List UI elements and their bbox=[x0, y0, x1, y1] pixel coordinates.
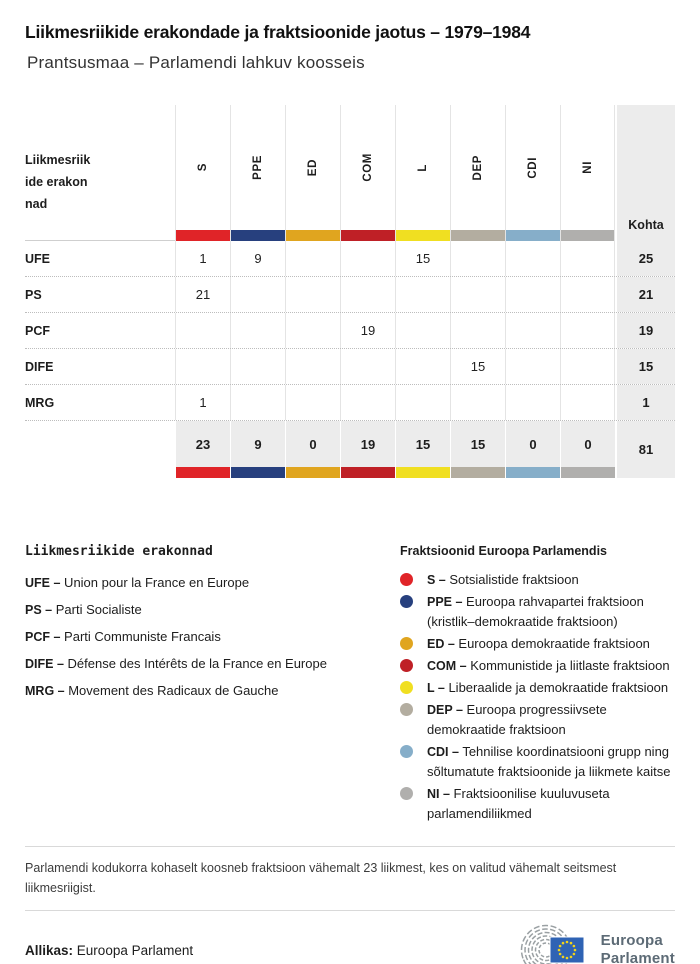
party-label: UFE bbox=[25, 251, 50, 266]
table-corner-header bbox=[25, 105, 175, 241]
value-cell-S: 21 bbox=[175, 277, 230, 312]
value-cell-L bbox=[395, 277, 450, 312]
legend-party-item-PCF: PCF – Parti Communiste Francais bbox=[25, 629, 221, 644]
faction-color-bar bbox=[341, 467, 395, 478]
value-cell-S bbox=[175, 349, 230, 384]
legend-color-dot bbox=[400, 703, 413, 716]
faction-color-bar bbox=[176, 467, 230, 478]
value-cell-S bbox=[175, 313, 230, 348]
faction-color-bar bbox=[396, 230, 450, 241]
legend-faction-code: S – bbox=[427, 573, 446, 587]
total-cell-NI bbox=[560, 421, 615, 478]
legend-color-dot bbox=[400, 659, 413, 672]
legend-color-dot bbox=[400, 573, 413, 586]
faction-column-header-ED bbox=[285, 105, 340, 241]
legend-faction-text: NI – Fraktsioonilise kuuluvuseta parlamendiliikmed bbox=[427, 786, 610, 821]
faction-label-space bbox=[506, 105, 560, 230]
legend-faction-code: PPE – bbox=[427, 595, 463, 609]
row-total-cell: 15 bbox=[617, 349, 675, 384]
value-cell-NI bbox=[560, 277, 615, 312]
total-value: 15 bbox=[396, 421, 450, 467]
legend-faction-text: DEP – Euroopa progressiivsete demokraatide fraktsioon bbox=[427, 702, 607, 737]
row-total-cell: 21 bbox=[617, 277, 675, 312]
total-value: 0 bbox=[561, 421, 615, 467]
footnote-text: Parlamendi kodukorra kohaselt koosneb fraktsioon vähemalt 23 liikmest, kes on valitud vähemalt seitsmest liikmesriigist. bbox=[25, 861, 617, 895]
total-value: 0 bbox=[506, 421, 560, 467]
value-cell-L bbox=[395, 385, 450, 420]
party-label: PCF bbox=[25, 323, 50, 338]
party-label: MRG bbox=[25, 395, 55, 410]
legends bbox=[25, 544, 675, 826]
faction-column-header-PPE bbox=[230, 105, 285, 241]
faction-color-bar bbox=[506, 230, 560, 241]
table-header-row bbox=[25, 105, 675, 241]
faction-label-space bbox=[286, 105, 340, 230]
faction-label-space bbox=[396, 105, 450, 230]
source-value: Euroopa Parlament bbox=[76, 942, 194, 958]
legend-party-code: DIFE – bbox=[25, 657, 64, 671]
page-subtitle: Prantsusmaa – Parlamendi lahkuv koosseis bbox=[27, 53, 365, 72]
legend-faction-code: NI – bbox=[427, 787, 450, 801]
faction-label-space bbox=[451, 105, 505, 230]
faction-column-header-CDI bbox=[505, 105, 560, 241]
faction-color-bar bbox=[451, 230, 505, 241]
faction-color-bar bbox=[506, 467, 560, 478]
faction-color-bar bbox=[231, 230, 285, 241]
faction-color-bar bbox=[286, 467, 340, 478]
legend-party-item-PS: PS – Parti Socialiste bbox=[25, 602, 142, 617]
faction-code-label: DEP bbox=[472, 154, 484, 181]
value-cell-DEP bbox=[450, 277, 505, 312]
faction-code-label: PPE bbox=[252, 155, 264, 180]
faction-column-header-S bbox=[175, 105, 230, 241]
legend-faction-code: CDI – bbox=[427, 745, 459, 759]
faction-column-header-DEP bbox=[450, 105, 505, 241]
row-total-cell: 19 bbox=[617, 313, 675, 348]
page-title: Liikmesriikide erakondade ja fraktsioonide jaotus – 1979–1984 bbox=[25, 22, 531, 42]
value-cell-S: 1 bbox=[175, 241, 230, 276]
value-cell-ED bbox=[285, 385, 340, 420]
legend-faction-item-CDI bbox=[400, 742, 675, 782]
legend-parties-list bbox=[25, 574, 400, 700]
seats-column-label: Kohta bbox=[628, 218, 664, 232]
faction-column-header-COM bbox=[340, 105, 395, 241]
ep-logo-text bbox=[601, 932, 675, 964]
legend-faction-text: PPE – Euroopa rahvapartei fraktsioon (kristlik–demokraatide fraktsioon) bbox=[427, 594, 644, 629]
party-label: DIFE bbox=[25, 359, 54, 374]
legend-faction-item-PPE bbox=[400, 592, 675, 632]
legend-faction-code: L – bbox=[427, 681, 445, 695]
party-row-PCF bbox=[25, 312, 675, 348]
value-cell-CDI bbox=[505, 349, 560, 384]
faction-code-label: CDI bbox=[527, 156, 539, 179]
legend-faction-code: DEP – bbox=[427, 703, 463, 717]
legend-party-item-MRG: MRG – Movement des Radicaux de Gauche bbox=[25, 683, 279, 698]
faction-label-space bbox=[561, 105, 614, 230]
legend-parties-title: Liikmesriikide erakonnad bbox=[25, 544, 213, 559]
row-total-cell: 25 bbox=[617, 241, 675, 276]
faction-color-bar bbox=[561, 467, 615, 478]
seats-table bbox=[25, 105, 675, 478]
total-cell-L bbox=[395, 421, 450, 478]
value-cell-NI bbox=[560, 349, 615, 384]
legend-faction-text: COM – Kommunistide ja liitlaste fraktsioon bbox=[427, 658, 670, 673]
faction-column-header-NI bbox=[560, 105, 615, 241]
faction-code-label: NI bbox=[581, 161, 594, 174]
legend-party-code: UFE – bbox=[25, 576, 61, 590]
legend-party-item-UFE: UFE – Union pour la France en Europe bbox=[25, 575, 250, 590]
total-value: 23 bbox=[176, 421, 230, 467]
party-row-PS bbox=[25, 276, 675, 312]
legend-faction-code: ED – bbox=[427, 637, 455, 651]
total-cell-DEP bbox=[450, 421, 505, 478]
total-cell-CDI bbox=[505, 421, 560, 478]
total-cell-S bbox=[175, 421, 230, 478]
value-cell-CDI bbox=[505, 385, 560, 420]
value-cell-COM bbox=[340, 385, 395, 420]
value-cell-CDI bbox=[505, 313, 560, 348]
total-cell-COM bbox=[340, 421, 395, 478]
faction-column-header-L bbox=[395, 105, 450, 241]
value-cell-COM bbox=[340, 241, 395, 276]
value-cell-COM: 19 bbox=[340, 313, 395, 348]
faction-color-bar bbox=[341, 230, 395, 241]
faction-label-space bbox=[176, 105, 230, 230]
row-header-label: Liikmesriikide erakonnad bbox=[25, 153, 91, 211]
value-cell-PPE bbox=[230, 313, 285, 348]
row-total-cell: 1 bbox=[617, 385, 675, 420]
party-row-MRG bbox=[25, 384, 675, 420]
faction-code-label: COM bbox=[362, 153, 374, 182]
legend-factions-list bbox=[400, 570, 675, 824]
total-value: 19 bbox=[341, 421, 395, 467]
table-body bbox=[25, 241, 675, 420]
faction-color-bar bbox=[286, 230, 340, 241]
value-cell-ED bbox=[285, 313, 340, 348]
faction-color-bar bbox=[451, 467, 505, 478]
legend-faction-text: S – Sotsialistide fraktsioon bbox=[427, 572, 579, 587]
value-cell-COM bbox=[340, 277, 395, 312]
party-label: PS bbox=[25, 287, 42, 302]
faction-label-space bbox=[231, 105, 285, 230]
ep-logo bbox=[506, 923, 675, 964]
faction-code-label: ED bbox=[307, 158, 319, 177]
value-cell-CDI bbox=[505, 277, 560, 312]
total-value: 9 bbox=[231, 421, 285, 467]
legend-faction-text: CDI – Tehnilise koordinatsiooni grupp ning sõltumatute fraktsioonide ja liikmete kaitse bbox=[427, 744, 671, 779]
value-cell-NI bbox=[560, 385, 615, 420]
value-cell-DEP bbox=[450, 313, 505, 348]
legend-party-code: PCF – bbox=[25, 630, 61, 644]
legend-faction-text: ED – Euroopa demokraatide fraktsioon bbox=[427, 636, 650, 651]
value-cell-L bbox=[395, 349, 450, 384]
legend-faction-code: COM – bbox=[427, 659, 467, 673]
table-totals-row bbox=[25, 420, 675, 478]
legend-faction-item-S bbox=[400, 570, 675, 590]
value-cell-L: 15 bbox=[395, 241, 450, 276]
faction-color-bar bbox=[176, 230, 230, 241]
totals-row-spacer bbox=[25, 421, 175, 478]
total-cell-PPE bbox=[230, 421, 285, 478]
legend-factions bbox=[400, 544, 675, 826]
faction-color-bar bbox=[396, 467, 450, 478]
value-cell-NI bbox=[560, 241, 615, 276]
legend-color-dot bbox=[400, 787, 413, 800]
legend-faction-text: L – Liberaalide ja demokraatide fraktsioon bbox=[427, 680, 669, 695]
faction-color-bar bbox=[231, 467, 285, 478]
legend-color-dot bbox=[400, 637, 413, 650]
value-cell-ED bbox=[285, 277, 340, 312]
legend-faction-item-NI bbox=[400, 784, 675, 824]
total-cell-ED bbox=[285, 421, 340, 478]
legend-color-dot bbox=[400, 595, 413, 608]
value-cell-DEP bbox=[450, 385, 505, 420]
value-cell-COM bbox=[340, 349, 395, 384]
seats-column-header bbox=[617, 105, 675, 241]
total-seats-value: 81 bbox=[638, 442, 654, 457]
legend-faction-item-ED bbox=[400, 634, 675, 654]
value-cell-DEP: 15 bbox=[450, 349, 505, 384]
legend-color-dot bbox=[400, 745, 413, 758]
faction-code-label: L bbox=[417, 163, 429, 172]
value-cell-PPE bbox=[230, 277, 285, 312]
legend-party-item-DIFE: DIFE – Défense des Intérêts de la France en Europe bbox=[25, 656, 327, 671]
value-cell-PPE bbox=[230, 349, 285, 384]
total-seats-cell bbox=[617, 421, 675, 478]
legend-faction-item-L bbox=[400, 678, 675, 698]
value-cell-PPE: 9 bbox=[230, 241, 285, 276]
footnote-block bbox=[25, 846, 675, 911]
value-cell-ED bbox=[285, 241, 340, 276]
party-row-DIFE bbox=[25, 348, 675, 384]
ep-logo-line1: Euroopa bbox=[600, 932, 663, 949]
value-cell-CDI bbox=[505, 241, 560, 276]
total-value: 0 bbox=[286, 421, 340, 467]
legend-faction-item-DEP bbox=[400, 700, 675, 740]
legend-party-code: MRG – bbox=[25, 684, 65, 698]
ep-hemicycle-icon bbox=[506, 923, 592, 964]
faction-color-bar bbox=[561, 230, 614, 241]
legend-party-code: PS – bbox=[25, 603, 53, 617]
value-cell-S: 1 bbox=[175, 385, 230, 420]
legend-factions-title: Fraktsioonid Euroopa Parlamendis bbox=[400, 544, 607, 558]
faction-code-label: S bbox=[197, 163, 209, 172]
value-cell-L bbox=[395, 313, 450, 348]
source-label: Allikas: bbox=[25, 942, 74, 958]
ep-logo-line2: Parlament bbox=[600, 950, 675, 964]
source-row bbox=[25, 919, 675, 964]
faction-label-space bbox=[341, 105, 395, 230]
legend-color-dot bbox=[400, 681, 413, 694]
value-cell-DEP bbox=[450, 241, 505, 276]
legend-parties bbox=[25, 544, 400, 826]
total-value: 15 bbox=[451, 421, 505, 467]
value-cell-PPE bbox=[230, 385, 285, 420]
party-row-UFE bbox=[25, 241, 675, 276]
source-line bbox=[25, 943, 193, 958]
value-cell-ED bbox=[285, 349, 340, 384]
legend-faction-item-COM bbox=[400, 656, 675, 676]
value-cell-NI bbox=[560, 313, 615, 348]
